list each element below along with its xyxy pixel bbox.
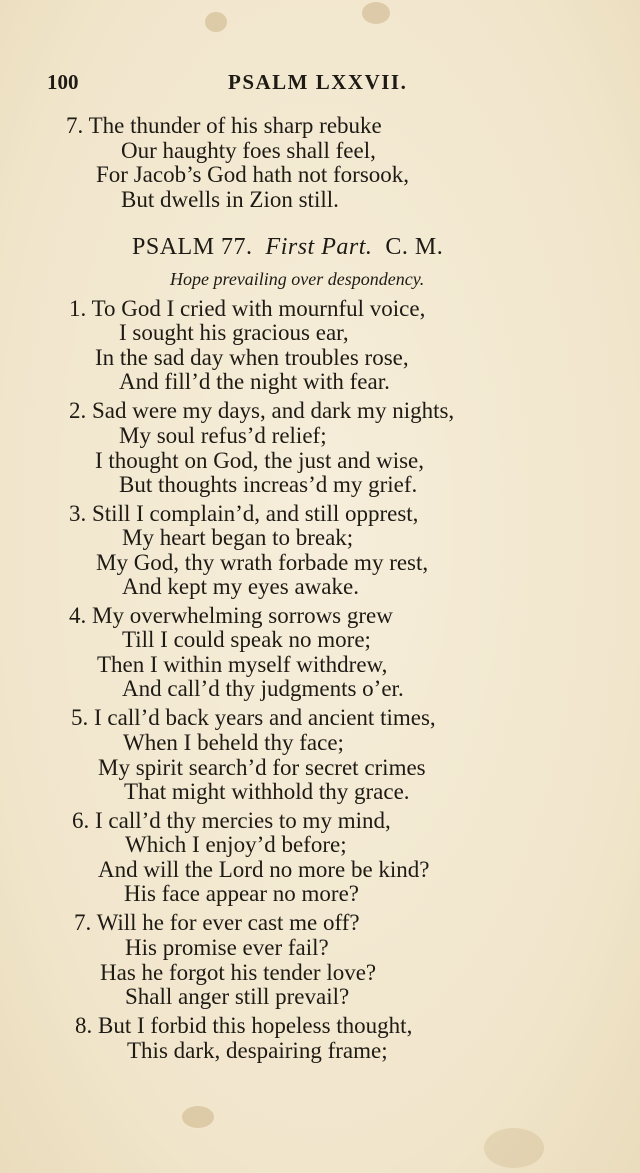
verse-line: I sought his gracious ear, — [119, 320, 349, 345]
stanza-number: 8. — [75, 1013, 93, 1038]
verse-line: Till I could speak no more; — [122, 627, 371, 652]
verse-line: And kept my eyes awake. — [122, 574, 359, 599]
stanza-6-line-1 — [72, 808, 391, 834]
running-title: PSALM LXXVII. — [228, 70, 408, 94]
verse-line: Then I within myself withdrew, — [97, 652, 388, 677]
verse-line: My God, thy wrath forbade my rest, — [96, 550, 429, 575]
prev-stanza-line-1 — [66, 113, 382, 139]
verse-line: Still I complain’d, and still opprest, — [92, 501, 419, 526]
verse-line: But I forbid this hopeless thought, — [98, 1013, 413, 1038]
verse-line: I thought on God, the just and wise, — [95, 448, 424, 473]
verse-line: When I beheld thy face; — [123, 730, 344, 755]
verse-line: But thoughts increas’d my grief. — [119, 472, 418, 497]
stanza-7-line-1 — [74, 910, 360, 936]
verse-line: His promise ever fail? — [125, 935, 329, 960]
psalm-title-part: First Part. — [265, 234, 373, 260]
verse-line: To God I cried with mournful voice, — [91, 296, 426, 321]
verse-line: I call’d back years and ancient times, — [94, 705, 436, 730]
verse-line: And call’d thy judgments o’er. — [122, 676, 404, 701]
stanza-number: 6. — [72, 808, 90, 833]
verse-line: In the sad day when troubles rose, — [95, 345, 409, 370]
stanza-8-line-1 — [75, 1013, 412, 1039]
stanza-5-line-1 — [71, 705, 436, 731]
paper-stain — [484, 1128, 544, 1168]
verse-line: Shall anger still prevail? — [125, 984, 350, 1009]
page-number: 100 — [47, 70, 79, 94]
verse-line: But dwells in Zion still. — [121, 187, 339, 212]
verse-line: Has he forgot his tender love? — [100, 960, 377, 985]
verse-line: And will the Lord no more be kind? — [98, 857, 430, 882]
verse-line: For Jacob’s God hath not forsook, — [96, 162, 410, 187]
verse-line: And fill’d the night with fear. — [119, 369, 390, 394]
paper-stain — [362, 2, 390, 24]
psalm-title-main: PSALM 77. — [132, 234, 253, 260]
verse-line: Will he for ever cast me off? — [96, 910, 360, 935]
verse-line: My spirit search’d for secret crimes — [98, 755, 426, 780]
verse-line: My heart began to break; — [122, 525, 354, 550]
verse-line: My overwhelming sorrows grew — [92, 603, 393, 628]
stanza-4-line-1 — [69, 603, 393, 629]
stanza-2-line-1 — [69, 398, 454, 424]
verse-line: This dark, despairing frame; — [127, 1038, 388, 1063]
stanza-1-line-1 — [69, 296, 425, 322]
verse-line: My soul refus’d relief; — [119, 423, 327, 448]
stanza-number: 5. — [71, 705, 89, 730]
verse-line: Which I enjoy’d before; — [125, 832, 347, 857]
psalm-title — [132, 234, 443, 261]
verse-line: The thunder of his sharp rebuke — [88, 113, 382, 138]
stanza-number: 1. — [69, 296, 87, 321]
stanza-number: 4. — [69, 603, 87, 628]
stanza-number: 3. — [69, 501, 87, 526]
psalm-title-meter: C. M. — [385, 234, 444, 260]
verse-line: That might withhold thy grace. — [124, 779, 410, 804]
paper-stain — [182, 1106, 214, 1128]
psalm-subtitle: Hope prevailing over despondency. — [170, 269, 425, 289]
page-header — [0, 70, 640, 100]
stanza-number: 7. — [66, 113, 84, 138]
verse-line: Sad were my days, and dark my nights, — [92, 398, 455, 423]
stanza-3-line-1 — [69, 501, 418, 527]
stanza-number: 7. — [74, 910, 92, 935]
stanza-number: 2. — [69, 398, 87, 423]
verse-line: I call’d thy mercies to my mind, — [95, 808, 391, 833]
paper-stain — [205, 12, 227, 32]
verse-line: Our haughty foes shall feel, — [121, 138, 376, 163]
verse-line: His face appear no more? — [124, 881, 359, 906]
